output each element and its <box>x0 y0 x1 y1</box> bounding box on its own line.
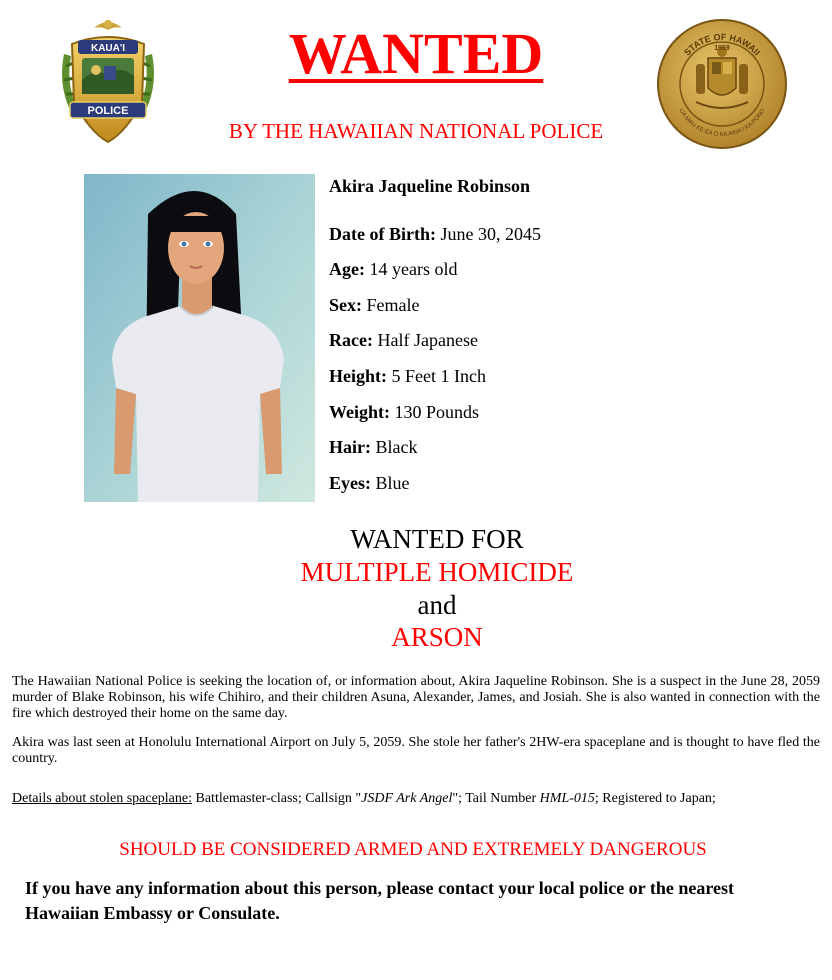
charges-conjunction: and <box>417 590 457 620</box>
field-label: Age: <box>329 259 365 279</box>
field-hair <box>329 433 418 461</box>
field-age <box>329 255 457 283</box>
details-text: Battlemaster-class; Callsign " <box>192 791 362 806</box>
field-value: 130 Pounds <box>394 402 480 422</box>
field-value: June 30, 2045 <box>440 224 541 244</box>
field-value: Black <box>375 437 418 457</box>
callsign: JSDF Ark Angel <box>361 791 453 806</box>
charge-arson: ARSON <box>391 622 483 652</box>
details-text: ; Registered to Japan; <box>594 791 716 806</box>
contact-instructions: If you have any information about this person, please contact your local police or the nearest Hawaiian Embassy or Consulate. <box>25 878 734 923</box>
field-label: Height: <box>329 366 387 386</box>
field-label: Sex: <box>329 295 362 315</box>
field-label: Hair: <box>329 437 371 457</box>
field-value: 5 Feet 1 Inch <box>391 366 486 386</box>
last-seen-paragraph: Akira was last seen at Honolulu International Airport on July 5, 2059. She stole her father's 2HW-era spaceplane and is thought to have fled the country. <box>12 735 820 766</box>
field-value: 14 years old <box>369 259 458 279</box>
field-value: Half Japanese <box>377 330 478 350</box>
field-eyes <box>329 469 410 497</box>
field-sex <box>329 291 419 319</box>
field-value: Female <box>366 295 420 315</box>
danger-warning: SHOULD BE CONSIDERED ARMED AND EXTREMELY DANGEROUS <box>119 839 707 860</box>
charge-homicide: MULTIPLE HOMICIDE <box>300 557 574 587</box>
seal-motto-text: UA MAU KE EA O KA AINA I KA PONO <box>677 107 767 139</box>
details-text: "; Tail Number <box>452 791 540 806</box>
field-value: Blue <box>375 473 410 493</box>
poster-title: WANTED <box>288 21 544 86</box>
field-date-of-birth <box>329 220 541 248</box>
seal-year-text: 1959 <box>714 45 730 52</box>
details-label: Details about stolen spaceplane: <box>12 791 192 806</box>
badge-top-text: KAUA'I <box>90 43 126 54</box>
description-paragraph: The Hawaiian National Police is seeking the location of, or information about, Akira Jaqueline Robinson. She is a suspect in the June 28, 2059 murder of Blake Robinson, his wife Chihiro, and their children Asuna, Alexander, James, and Josiah. She is also wanted in connection with the fire which destroyed their home on the same day. <box>12 674 820 721</box>
badge-bottom-text: POLICE <box>87 105 129 117</box>
field-height <box>329 362 486 390</box>
field-race <box>329 326 478 354</box>
poster-subtitle: BY THE HAWAIIAN NATIONAL POLICE <box>228 119 604 143</box>
suspect-name: Akira Jaqueline Robinson <box>329 176 531 196</box>
seal-top-text: STATE OF HAWAII <box>682 31 763 58</box>
kauai-police-badge-logo <box>56 14 160 148</box>
spaceplane-details <box>12 791 820 807</box>
suspect-photo <box>84 174 315 502</box>
state-of-hawaii-seal <box>656 18 788 150</box>
field-label: Eyes: <box>329 473 371 493</box>
field-weight <box>329 398 479 426</box>
field-label: Race: <box>329 330 373 350</box>
field-label: Weight: <box>329 402 390 422</box>
tail-number: HML-015 <box>539 791 595 806</box>
charges-heading: WANTED FOR <box>350 524 524 554</box>
field-label: Date of Birth: <box>329 224 436 244</box>
